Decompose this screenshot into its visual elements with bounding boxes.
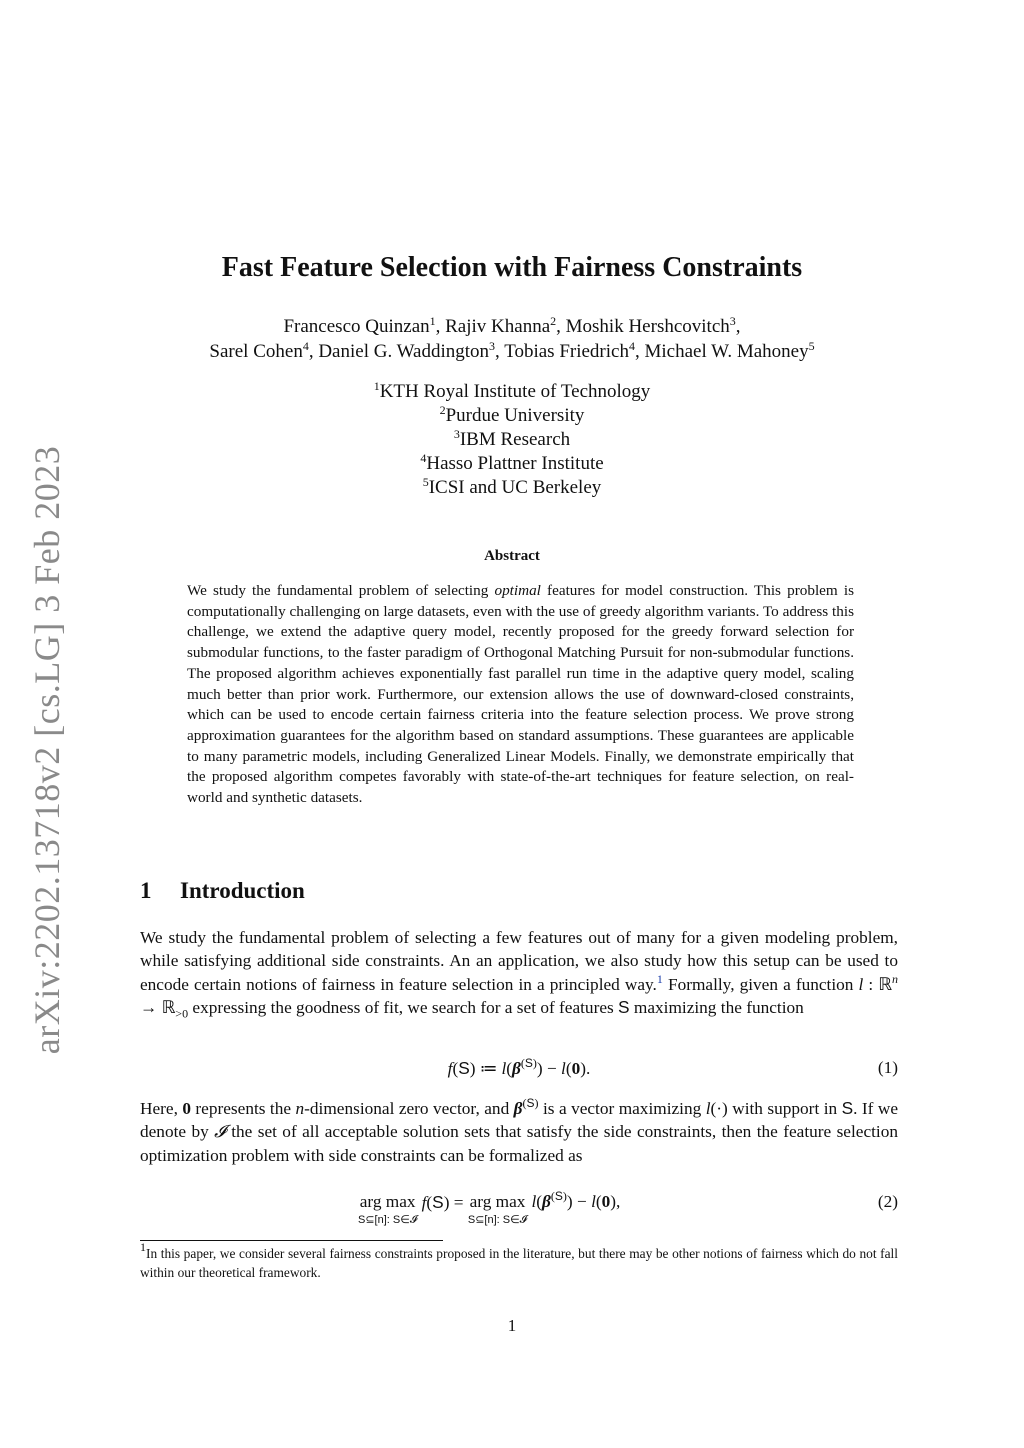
- author-affiliation-mark: 5: [808, 339, 815, 353]
- equation-body: f(S) ≔ $l(\beta^{(S)}) - l(0)$.: [447, 1056, 591, 1078]
- paragraph-text: Here,: [140, 1099, 183, 1118]
- arxiv-identifier-text: arXiv:2202.13718v2 [cs.LG] 3 Feb 2023: [27, 445, 67, 1055]
- argmax-subscript: S⊆[n]: S∈𝓘: [358, 1214, 418, 1226]
- equation-body: arg max S⊆[n]: S∈𝓘 f(S) = arg max S⊆[n]: S∈𝓘 $l(\beta^{(S)}) - l(0)$,: [358, 1189, 621, 1226]
- author-separator: ,: [308, 341, 319, 362]
- paragraph-text: with support in: [727, 1099, 842, 1118]
- argmax-subscript: S⊆[n]: S∈𝓘: [467, 1214, 528, 1226]
- author-separator: ,: [735, 316, 741, 337]
- author: [566, 316, 741, 337]
- intro-paragraph-2: [140, 1097, 898, 1167]
- author-affiliation-mark: 1: [429, 314, 436, 328]
- author-name: Michael W. Mahoney: [644, 341, 809, 362]
- equation-number: (1): [877, 1058, 898, 1077]
- author-affiliation-mark: 4: [628, 339, 635, 353]
- author-separator: ,: [495, 341, 505, 362]
- affiliation: [0, 428, 1024, 452]
- author-name: Daniel G. Waddington: [318, 341, 490, 362]
- author-name: Tobias Friedrich: [504, 341, 629, 362]
- author: [283, 316, 445, 337]
- author: [318, 341, 504, 362]
- section-number: 1: [140, 878, 152, 903]
- author-name: Moshik Hershcovitch: [565, 316, 730, 337]
- author-affiliation-mark: 3: [729, 314, 736, 328]
- author-separator: ,: [556, 316, 566, 337]
- paragraph-text: represents the: [190, 1099, 296, 1118]
- affiliation: [0, 380, 1024, 404]
- author: [445, 316, 566, 337]
- abstract-text-part: We study the fundamental problem of selecting: [187, 582, 495, 599]
- inline-math: l(·): [705, 1099, 728, 1118]
- author: [504, 341, 644, 362]
- abstract-emphasis: optimal: [494, 582, 541, 599]
- inline-math: $\beta^{(S)}$: [513, 1096, 539, 1118]
- equation-number: (2): [877, 1192, 898, 1211]
- footnote-rule: [140, 1240, 443, 1241]
- affiliation: [0, 404, 1024, 428]
- footnote-text: In this paper, we consider several fairness constraints proposed in the literature, but there may be other notions of fairness which do not fall within our theoretical framework.: [140, 1246, 898, 1280]
- affiliation-number: 3: [453, 427, 460, 441]
- paragraph-text: is a vector maximizing: [538, 1099, 706, 1118]
- author-line-2: [0, 339, 1024, 364]
- affiliation-name: Purdue University: [445, 405, 585, 426]
- inline-math: l : ℝ$^n$ → ℝ$_{>0}$: [140, 971, 898, 1021]
- abstract-text: [187, 581, 854, 809]
- paragraph-text: the set of all acceptable solution sets that satisfy the side constraints, then the feature selection optimization problem with side constraints can be formalized as: [140, 1122, 898, 1165]
- footnote-number: 1: [140, 1240, 146, 1254]
- paper-title: Fast Feature Selection with Fairness Constraints: [221, 252, 803, 283]
- abstract-text-part: features for model construction. This problem is computationally challenging on large datasets, even with the use of greedy algorithm variants. To address this challenge, we extend the adaptive query model, recently proposed for the greedy forward selection for submodular functions, to the faster paradigm of Orthogonal Matching Pursuit for non-submodular functions. The proposed algorithm achieves exponentially fast parallel run time in the adaptive query model, scaling much better than prior work. Furthermore, our extension allows the use of downward-closed constraints, which can be used to encode certain fairness criteria into the feature selection process. We prove strong approximation guarantees for the algorithm based on standard assumptions. These guarantees are applicable to many parametric models, including Generalized Linear Models. Finally, we demonstrate empirically that the proposed algorithm competes favorably with state-of-the-art techniques for feature selection, on real-world and synthetic datasets.: [187, 582, 854, 807]
- affiliation: [0, 452, 1024, 476]
- inline-math: S: [841, 1098, 854, 1118]
- author-separator: ,: [435, 316, 446, 337]
- affiliation-name: KTH Royal Institute of Technology: [379, 381, 651, 402]
- affiliation-name: Hasso Plattner Institute: [426, 453, 604, 474]
- paragraph-text: . If we denote by: [140, 1099, 898, 1142]
- page-number: 1: [507, 1316, 517, 1335]
- argmax-label: arg max: [359, 1192, 416, 1211]
- equation-1: [140, 1058, 898, 1082]
- author-affiliation-mark: 3: [489, 339, 496, 353]
- paragraph-text: -dimensional zero vector, and: [304, 1099, 514, 1118]
- paragraph-text: We study the fundamental problem of selecting a few features out of many for a given modeling problem, while satisfying additional side constraints. An an application, we also study how this setup can be used to encode certain notions of fairness in feature selection in a principled way.: [140, 928, 898, 994]
- paragraph-text: maximizing the function: [629, 998, 804, 1018]
- footnote-reference-link[interactable]: 1: [656, 971, 663, 986]
- inline-math: 0: [182, 1099, 191, 1118]
- abstract-heading: Abstract: [484, 548, 540, 564]
- argmax-operator: [358, 1192, 417, 1227]
- affiliation: [0, 476, 1024, 500]
- author-affiliation-mark: 4: [302, 339, 309, 353]
- affiliation-name: IBM Research: [459, 429, 571, 450]
- affiliation-number: 2: [439, 403, 446, 417]
- paragraph-text: expressing the goodness of fit, we search for a set of features: [188, 998, 619, 1018]
- paragraph-text: Formally, given a function: [662, 974, 859, 994]
- inline-math: n: [295, 1099, 305, 1118]
- section-title: Introduction: [180, 878, 305, 903]
- affiliation-list: [0, 380, 1024, 500]
- author-affiliation-mark: 2: [550, 314, 557, 328]
- intro-paragraph-1: [140, 926, 898, 1020]
- inline-math: S: [618, 997, 630, 1018]
- affiliation-number: 5: [422, 475, 429, 489]
- author-name: Rajiv Khanna: [445, 316, 551, 337]
- section-heading: [140, 878, 305, 904]
- affiliation-number: 1: [373, 379, 380, 393]
- equation-2: [140, 1189, 898, 1236]
- author-name: Sarel Cohen: [209, 341, 303, 362]
- author: [644, 341, 814, 362]
- argmax-label: arg max: [469, 1192, 526, 1211]
- author-line-1: [0, 314, 1024, 339]
- affiliation-number: 4: [420, 451, 427, 465]
- affiliation-name: ICSI and UC Berkeley: [428, 477, 602, 498]
- author: [209, 341, 318, 362]
- author-list: [0, 314, 1024, 364]
- author-separator: ,: [634, 341, 645, 362]
- footnote: [140, 1240, 898, 1282]
- author-name: Francesco Quinzan: [283, 316, 430, 337]
- inline-math: 𝓘: [214, 1122, 226, 1142]
- argmax-operator: [468, 1192, 527, 1227]
